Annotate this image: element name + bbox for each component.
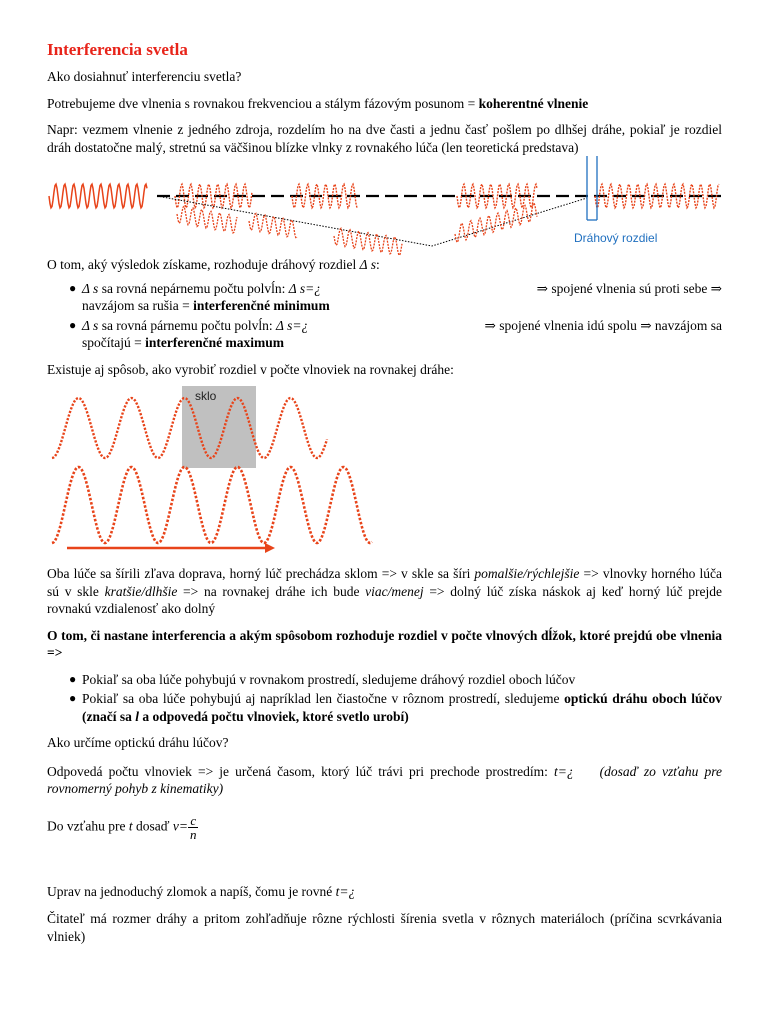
document-page bbox=[47, 40, 722, 945]
bullet-same-medium bbox=[47, 671, 722, 689]
time-equation: t=¿ bbox=[554, 763, 574, 779]
bullet-minimum bbox=[47, 280, 722, 315]
interference-decision-bold: O tom, či nastane interferencia a akým spôsobom rozhoduje rozdiel v počte vlnových dĺžok, ktoré prejdú obe vlnenia => bbox=[47, 627, 722, 660]
paragraph-method: Existuje aj spôsob, ako vyrobiť rozdiel v počte vlnoviek na rovnakej dráhe: bbox=[47, 361, 454, 377]
simplify-text: Uprav na jednoduchý zlomok a napíš, čomu je rovné bbox=[47, 883, 336, 899]
fraction-numerator: c bbox=[188, 814, 199, 828]
path-difference-figure bbox=[47, 156, 722, 256]
glass-text-b: => vlnovky horného lúča sú v skle bbox=[47, 566, 722, 599]
bullet-minimum-text2: navzájom sa rušia = bbox=[82, 298, 194, 313]
glass-text-c: => na rovnakej dráhe ich bude bbox=[177, 583, 366, 599]
page-title: Interferencia svetla bbox=[47, 40, 188, 59]
substitute-t-symbol: t bbox=[128, 818, 133, 834]
direction-arrow-head bbox=[265, 543, 275, 553]
bullet-list-optical bbox=[47, 671, 722, 726]
glass-text-d: => dolný lúč získa náskok aj keď horný lúč prejde rovnakú vzdialenosť ako dolný bbox=[47, 583, 722, 616]
glass-label: sklo bbox=[195, 389, 217, 403]
bullet-minimum-text: sa rovná nepárnemu počtu polvĺn: bbox=[98, 280, 289, 296]
bullet-different-medium-text: Pokiaľ sa oba lúče pohybujú aj napríklad len čiastočne v rôznom prostredí, sledujeme bbox=[82, 691, 565, 706]
bullet-maximum bbox=[47, 317, 722, 352]
bullet-maximum-equation: Δ s=¿ bbox=[276, 317, 309, 333]
path-diff-label: Dráhový rozdiel bbox=[574, 231, 658, 245]
substitute-v-symbol: v= bbox=[172, 818, 188, 834]
paragraph-coherent bbox=[47, 95, 722, 113]
glass-figure-svg bbox=[47, 380, 722, 565]
bullet-maximum-arrow-text: ⇒ spojené vlnenia idú spolu ⇒ navzájom sa bbox=[484, 317, 722, 333]
paragraph-simplify bbox=[47, 883, 722, 901]
result-text: O tom, aký výsledok získame, rozhoduje dráhový rozdiel bbox=[47, 257, 360, 272]
bullet-same-medium-text: Pokiaľ sa oba lúče pohybujú v rovnakom prostredí, sledujeme dráhový rozdiel oboch lúčov bbox=[82, 671, 576, 687]
bullet-different-medium bbox=[47, 690, 722, 725]
paragraph-example: Napr: vezmem vlnenie z jedného zdroja, rozdelím ho na dve časti a jednu časť pošlem po dlhšej dráhe, pokiaľ je rozdiel dráh dostatočne malý, stretnú sa väčšinou blízke vlnky z rovnakého lúča (len teoretická predstava) bbox=[47, 122, 722, 155]
glass-figure bbox=[47, 380, 722, 565]
bullet-dot-icon: ● bbox=[69, 671, 77, 686]
optical-path-bold: optickú dráhu oboch lúčov (značí sa bbox=[82, 691, 723, 724]
fraction-denominator: n bbox=[189, 826, 197, 842]
substitute-text-b: dosaď bbox=[132, 818, 173, 834]
bullet-dot-icon: ● bbox=[69, 691, 77, 705]
lower-wave-2 bbox=[249, 213, 297, 238]
coherent-term: koherentné vlnenie bbox=[478, 95, 589, 111]
paragraph-coherent-text: Potrebujeme dve vlnenia s rovnakou frekvenciou a stálym fázovým posunom = bbox=[47, 95, 479, 111]
optical-path-bold-tail: a odpovedá počtu vlnoviek, ktoré svetlo urobí) bbox=[139, 708, 409, 724]
paragraph-numerator: Čitateľ má rozmer dráhy a pritom zohľadňuje rôzne rýchlosti šírenia svetla v rôznych materiáloch (príčina scvrkávania vlniek) bbox=[47, 911, 722, 944]
time-text: Odpovedá počtu vlnoviek => je určená časom, ktorý lúč trávi pri prechode prostredím: bbox=[47, 763, 555, 779]
bullet-maximum-bold: interferenčné maximum bbox=[145, 335, 284, 350]
path-difference-svg bbox=[47, 156, 722, 256]
lower-wave-3 bbox=[334, 228, 402, 255]
delta-s-symbol: Δ s bbox=[359, 257, 376, 272]
question-1: Ako dosiahnuť interferenciu svetla? bbox=[47, 69, 242, 84]
bullet-minimum-symbol: Δ s bbox=[82, 280, 99, 296]
paragraph-time bbox=[47, 763, 722, 798]
simplify-equation: t=¿ bbox=[335, 883, 356, 899]
bullet-maximum-text2: spočítajú = bbox=[82, 335, 146, 350]
bullet-dot-icon: ● bbox=[69, 317, 77, 332]
bullet-maximum-symbol: Δ s bbox=[82, 317, 99, 333]
paragraph-result bbox=[47, 256, 722, 274]
bullet-list-delta bbox=[47, 280, 722, 352]
result-colon: : bbox=[375, 257, 380, 272]
lower-beam-wave bbox=[52, 467, 372, 543]
bullet-minimum-equation: Δ s=¿ bbox=[288, 280, 321, 296]
paragraph-interference-decision bbox=[47, 627, 722, 662]
question-2: Ako určíme optickú dráhu lúčov? bbox=[47, 735, 229, 750]
glass-option-speed: pomalšie/rýchlejšie bbox=[474, 566, 580, 581]
time-note: (dosaď zo vzťahu pre rovnomerný pohyb z kinematiky) bbox=[47, 763, 722, 796]
paragraph-substitute bbox=[47, 814, 722, 841]
lower-wave-4 bbox=[455, 203, 537, 242]
source-wave bbox=[49, 184, 147, 208]
bullet-minimum-arrow-text: ⇒ spojené vlnenia sú proti sebe ⇒ bbox=[536, 280, 722, 296]
glass-option-length: kratšie/dlhšie bbox=[104, 583, 178, 599]
lower-wave-1 bbox=[177, 206, 237, 233]
glass-block bbox=[182, 386, 256, 468]
paragraph-glass-explanation bbox=[47, 565, 722, 618]
glass-text-a: Oba lúče sa šírili zľava doprava, horný lúč prechádza sklom => v skle sa šíri bbox=[47, 566, 475, 581]
bullet-dot-icon: ● bbox=[69, 280, 77, 295]
bullet-maximum-text: sa rovná párnemu počtu polvĺn: bbox=[98, 317, 277, 333]
c-over-n-fraction bbox=[188, 814, 199, 841]
glass-option-count: viac/menej bbox=[365, 583, 424, 599]
substitute-text-a: Do vzťahu pre bbox=[47, 818, 129, 834]
bullet-minimum-bold: interferenčné minimum bbox=[193, 298, 330, 313]
optical-path-symbol: l bbox=[135, 708, 140, 724]
